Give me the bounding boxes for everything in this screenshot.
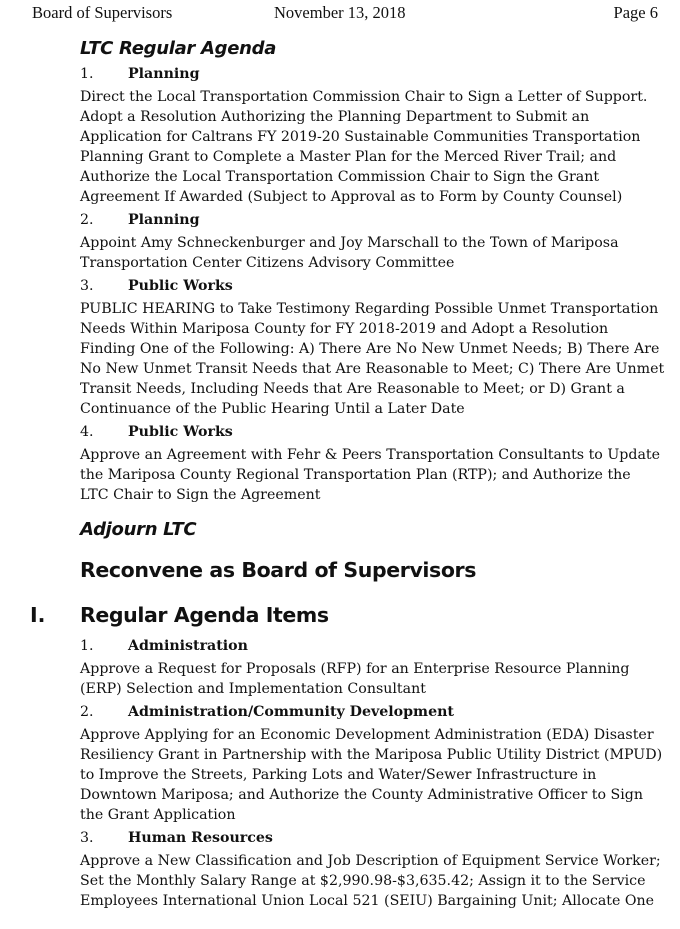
- item-description: [80, 299, 665, 419]
- description-line: LTC Chair to Sign the Agreement: [80, 487, 321, 503]
- adjourn-ltc-heading: Adjourn LTC: [80, 519, 197, 540]
- description-line: Adopt a Resolution Authorizing the Planning Department to Submit an: [80, 109, 590, 125]
- agenda-item: [80, 210, 660, 273]
- item-number: 4.: [80, 424, 94, 440]
- item-heading: [80, 636, 660, 656]
- item-number: 2.: [80, 704, 94, 720]
- description-line: Finding One of the Following: A) There Are No New Unmet Needs; B) There Are: [80, 341, 660, 357]
- description-line: Needs Within Mariposa County for FY 2018-2019 and Adopt a Resolution: [80, 321, 609, 337]
- regular-agenda-title: Regular Agenda Items: [80, 603, 329, 627]
- item-number: 2.: [80, 212, 94, 228]
- description-line: the Grant Application: [80, 807, 236, 823]
- item-description: [80, 445, 660, 505]
- description-line: PUBLIC HEARING to Take Testimony Regarding Possible Unmet Transportation: [80, 301, 659, 317]
- item-number: 1.: [80, 638, 94, 654]
- description-line: No New Unmet Transit Needs that Are Reasonable to Meet; C) There Are Unmet: [80, 361, 665, 377]
- item-number: 3.: [80, 278, 94, 294]
- item-heading: [80, 64, 660, 84]
- description-line: Appoint Amy Schneckenburger and Joy Marschall to the Town of Mariposa: [80, 235, 619, 251]
- agenda-item: [80, 828, 660, 911]
- description-line: Employees International Union Local 521 (SEIU) Bargaining Unit; Allocate One: [80, 893, 655, 909]
- description-line: Continuance of the Public Hearing Until a Later Date: [80, 401, 465, 417]
- regular-agenda-heading: [30, 603, 660, 636]
- header-date: November 13, 2018: [274, 3, 406, 22]
- agenda-item: [80, 636, 660, 699]
- item-heading: [80, 210, 660, 230]
- section-numeral: I.: [30, 603, 46, 627]
- agenda-content: [30, 38, 665, 914]
- description-line: Approve an Agreement with Fehr & Peers Transportation Consultants to Update: [80, 447, 661, 463]
- header-board-label: Board of Supervisors: [32, 3, 173, 22]
- item-heading: [80, 422, 660, 442]
- item-heading: [80, 702, 660, 722]
- item-heading: [80, 276, 660, 296]
- description-line: Approve a Request for Proposals (RFP) for an Enterprise Resource Planning: [80, 661, 630, 677]
- item-department: Administration/Community Development: [128, 704, 454, 720]
- item-department: Human Resources: [128, 830, 273, 846]
- description-line: (ERP) Selection and Implementation Consultant: [80, 681, 426, 697]
- item-description: [80, 87, 660, 207]
- description-line: Resiliency Grant in Partnership with the Mariposa Public Utility District (MPUD): [80, 747, 663, 763]
- item-department: Public Works: [128, 424, 233, 440]
- description-line: Downtown Mariposa; and Authorize the County Administrative Officer to Sign: [80, 787, 643, 803]
- item-department: Planning: [128, 66, 200, 82]
- item-number: 1.: [80, 66, 94, 82]
- item-number: 3.: [80, 830, 94, 846]
- description-line: Application for Caltrans FY 2019-20 Sustainable Communities Transportation: [80, 129, 641, 145]
- header-page-number: Page 6: [613, 3, 658, 22]
- item-description: [80, 659, 660, 699]
- reconvene-heading: Reconvene as Board of Supervisors: [80, 558, 477, 582]
- page-header: [0, 3, 680, 25]
- item-department: Planning: [128, 212, 200, 228]
- description-line: Agreement If Awarded (Subject to Approval as to Form by County Counsel): [80, 189, 623, 205]
- description-line: Transit Needs, Including Needs that Are Reasonable to Meet; or D) Grant a: [80, 381, 625, 397]
- description-line: Authorize the Local Transportation Commission Chair to Sign the Grant: [80, 169, 600, 185]
- description-line: Planning Grant to Complete a Master Plan for the Merced River Trail; and: [80, 149, 617, 165]
- ltc-section-title: LTC Regular Agenda: [80, 38, 277, 59]
- agenda-item: [80, 702, 663, 825]
- description-line: Set the Monthly Salary Range at $2,990.98-$3,635.42; Assign it to the Service: [80, 873, 646, 889]
- agenda-item: [80, 64, 660, 207]
- item-heading: [80, 828, 660, 848]
- item-description: [80, 851, 660, 911]
- description-line: the Mariposa County Regional Transportation Plan (RTP); and Authorize the: [80, 467, 631, 483]
- item-department: Administration: [128, 638, 248, 654]
- description-line: Transportation Center Citizens Advisory Committee: [80, 255, 455, 271]
- item-description: [80, 725, 663, 825]
- agenda-item: [80, 276, 665, 419]
- description-line: to Improve the Streets, Parking Lots and Water/Sewer Infrastructure in: [80, 767, 597, 783]
- description-line: Approve Applying for an Economic Development Administration (EDA) Disaster: [80, 727, 654, 743]
- item-description: [80, 233, 660, 273]
- agenda-item: [80, 422, 660, 505]
- description-line: Approve a New Classification and Job Description of Equipment Service Worker;: [80, 853, 661, 869]
- description-line: Direct the Local Transportation Commission Chair to Sign a Letter of Support.: [80, 89, 648, 105]
- item-department: Public Works: [128, 278, 233, 294]
